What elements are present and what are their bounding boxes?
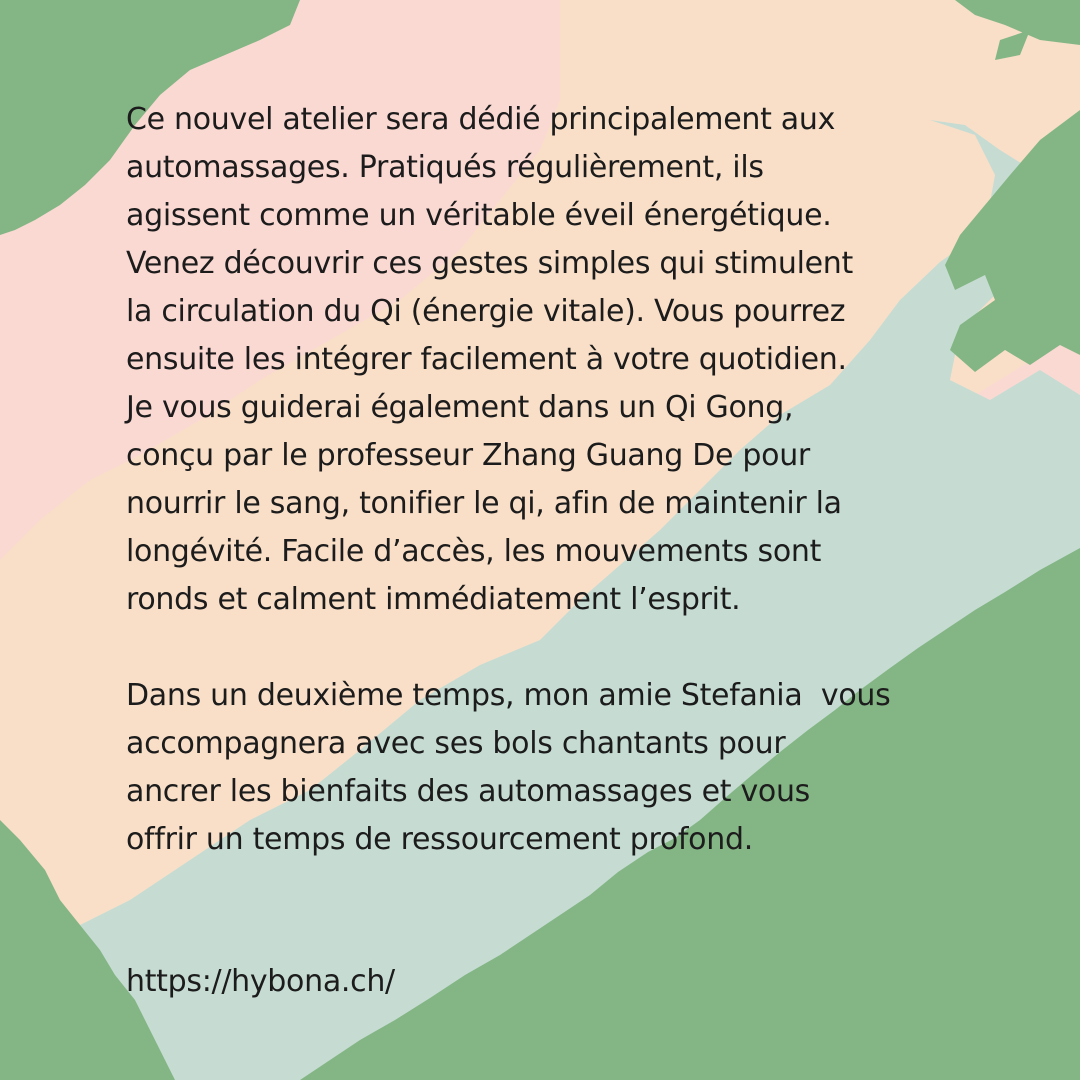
text-line: ancrer les bienfaits des automassages et vous [126, 774, 811, 809]
text-line: ronds et calment immédiatement l’esprit. [126, 582, 741, 617]
text-line: ensuite les intégrer facilement à votre quotidien. [126, 342, 847, 377]
text-line: Ce nouvel atelier sera dédié principalement aux [126, 102, 836, 137]
text-line: agissent comme un véritable éveil énergétique. [126, 198, 832, 233]
text-line: longévité. Facile d’accès, les mouvements sont [126, 534, 822, 569]
paragraph-gap [126, 624, 1006, 672]
text-line: conçu par le professeur Zhang Guang De pour [126, 438, 810, 473]
text-line: automassages. Pratiqués régulièrement, ils [126, 150, 764, 185]
description-text [126, 96, 1006, 864]
text-line: la circulation du Qi (énergie vitale). Vous pourrez [126, 294, 846, 329]
text-line: Venez découvrir ces gestes simples qui stimulent [126, 246, 853, 281]
text-line: accompagnera avec ses bols chantants pour [126, 726, 786, 761]
text-line: Dans un deuxième temps, mon amie Stefania vous [126, 678, 891, 713]
text-line: nourrir le sang, tonifier le qi, afin de maintenir la [126, 486, 842, 521]
text-line: Je vous guiderai également dans un Qi Gong, [126, 390, 794, 425]
text-line: offrir un temps de ressourcement profond. [126, 822, 753, 857]
website-url[interactable]: https://hybona.ch/ [126, 964, 395, 999]
